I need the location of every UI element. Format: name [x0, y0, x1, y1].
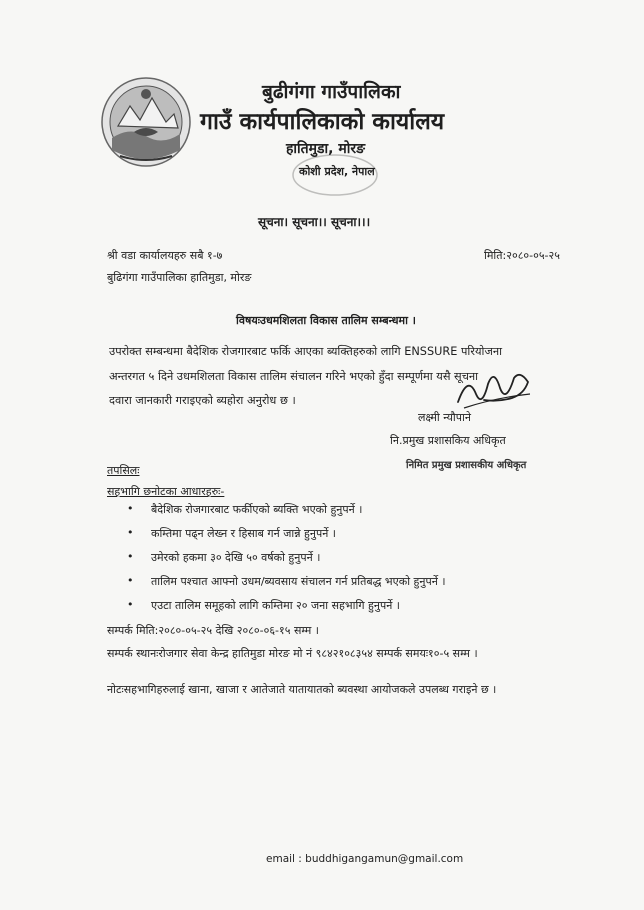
bullet-icon: • — [127, 526, 134, 539]
criteria-text: उमेरको हकमा ३० देखि ५० वर्षको हुनुपर्ने । — [151, 551, 321, 564]
footer-email: email : buddhigangamun@gmail.com — [266, 853, 464, 865]
list-item — [127, 574, 446, 598]
signer-name: लक्ष्मी न्यौपाने — [418, 411, 471, 424]
letter-date: मिति:२०८०-०५-२५ — [484, 249, 560, 262]
contact-place: सम्पर्क स्थानःरोजगार सेवा केन्द्र हातिमुडा मोरङ मो नं ९८४२१०८३५४ सम्पर्क समयः१०-५ सम्म । — [107, 647, 478, 660]
note: नोटःसहभागिहरुलाई खाना, खाजा र आतेजाते यातायातको ब्यवस्था आयोजकले उपलब्ध गराइने छ । — [107, 683, 497, 696]
notice-heading: सूचना। सूचना।। सूचना।।। — [258, 215, 371, 229]
bullet-icon: • — [127, 598, 134, 611]
list-item — [127, 526, 446, 550]
addressee: श्री वडा कार्यालयहरु सबै १-७ — [107, 249, 223, 262]
seal-text: निमित प्रमुख प्रशासकीय अधिकृत — [406, 460, 527, 471]
body-line: उपरोक्त सम्बन्धमा बैदेशिक रोजगारबाट फर्कि आएका ब्यक्तिहरुको लागि ENSSURE परियोजना — [109, 345, 503, 358]
body-line: अन्तरगत ५ दिने उधमशिलता विकास तालिम संचालन गरिने भएको हुँदा सम्पूर्णमा यसै सूचना — [109, 370, 479, 383]
locality: हातिमुडा, मोरङ — [286, 141, 365, 157]
criteria-text: तालिम पश्चात आफ्नो उधम/ब्यवसाय संचालन गर्न प्रतिबद्ध भएको हुनुपर्ने । — [151, 575, 446, 588]
nepal-emblem-icon — [100, 76, 192, 168]
criteria-text: बैदेशिक रोजगारबाट फर्कीएको ब्यक्ति भएको हुनुपर्ने । — [151, 503, 363, 516]
criteria-heading: सहभागि छनोटका आधारहरुः- — [107, 485, 225, 498]
list-item — [127, 598, 446, 622]
body-line: दवारा जानकारी गराइएको ब्यहोरा अनुरोध छ । — [109, 394, 296, 407]
bullet-icon: • — [127, 550, 134, 563]
contact-date: सम्पर्क मिति:२०८०-०५-२५ देखि २०८०-०६-१५ सम्म । — [107, 624, 319, 637]
attachment-label: तपसिलः — [107, 464, 140, 477]
list-item — [127, 502, 446, 526]
org-name: बुढीगंगा गाउँपालिका — [262, 81, 401, 103]
list-item — [127, 550, 446, 574]
signer-title: नि.प्रमुख प्रशासकिय अधिकृत — [390, 434, 506, 447]
criteria-text: एउटा तालिम समूहको लागि कम्तिमा २० जना सहभागि हुनुपर्ने । — [151, 599, 400, 612]
subject: विषयःउधमशिलता विकास तालिम सम्बन्धमा । — [236, 314, 416, 327]
bullet-icon: • — [127, 502, 134, 515]
signature-mark — [454, 364, 534, 412]
bullet-icon: • — [127, 574, 134, 587]
criteria-list — [127, 502, 446, 622]
province: कोशी प्रदेश, नेपाल — [299, 165, 375, 178]
criteria-text: कम्तिमा पढ्न लेख्न र हिसाब गर्न जान्ने हुनुपर्ने । — [151, 527, 336, 540]
office-name: गाउँ कार्यपालिकाको कार्यालय — [200, 109, 445, 135]
addressee-location: बुढिगंगा गाउँपालिका हातिमुडा, मोरङ — [107, 271, 252, 284]
